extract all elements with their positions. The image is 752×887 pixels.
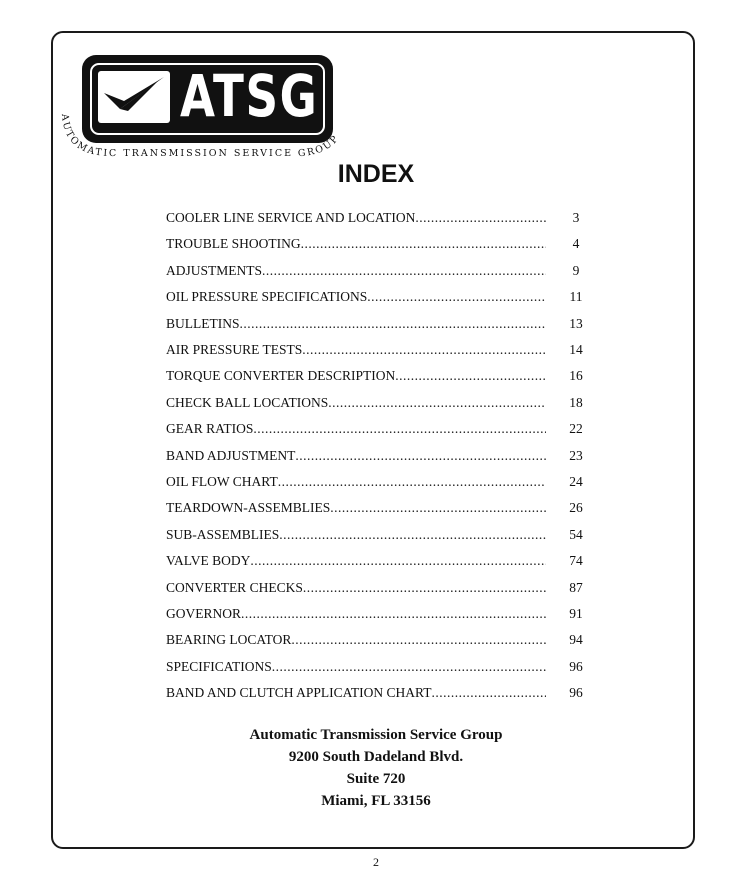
toc-entry: [166, 316, 546, 336]
toc-entry: [166, 448, 546, 468]
toc-leader-dots: [431, 685, 546, 701]
toc-leader-dots: [328, 395, 546, 411]
toc-leader-dots: [395, 368, 546, 384]
toc-entry: [166, 606, 546, 626]
toc-entry-label: AIR PRESSURE TESTS: [166, 342, 303, 357]
toc-entry-page: 4: [572, 236, 580, 252]
toc-entry: [166, 632, 546, 652]
company-address: [0, 724, 752, 812]
toc-leader-dots: [301, 236, 546, 252]
toc-entry: [166, 236, 546, 256]
toc-entry: [166, 368, 546, 388]
toc-entry: [166, 210, 546, 230]
toc-entry-label: TORQUE CONVERTER DESCRIPTION: [166, 368, 396, 384]
toc-entry-label: SPECIFICATIONS: [166, 658, 272, 674]
toc-entry-page: 11: [569, 289, 583, 305]
toc-entry-page: 23: [569, 447, 583, 463]
toc-entry-label: BULLETINS: [166, 315, 240, 331]
toc-entry: [166, 580, 546, 600]
toc-entry-label: GEAR RATIOS: [166, 421, 254, 437]
svg-text:AUTOMATIC TRANSMISSION SERVICE: AUTOMATIC TRANSMISSION SERVICE GROUP: [58, 113, 342, 160]
toc-leader-dots: [330, 500, 546, 516]
toc-entry: [166, 289, 546, 309]
toc-entry-label: GOVERNOR: [166, 606, 242, 621]
toc-entry-label: CONVERTER CHECKS: [166, 579, 303, 595]
logo-wordmark: ATSG: [180, 62, 319, 130]
page-number: 2: [373, 855, 379, 869]
toc-entry: [166, 342, 546, 362]
toc-entry-page: 3: [572, 210, 580, 225]
toc-leader-dots: [295, 448, 546, 464]
toc-leader-dots: [262, 263, 546, 279]
toc-entry-page: 54: [569, 526, 583, 542]
toc-entry-label: VALVE BODY: [166, 553, 251, 569]
toc-entry: [166, 685, 546, 705]
toc-entry: [166, 474, 546, 494]
toc-leader-dots: [291, 632, 546, 648]
toc-leader-dots: [302, 342, 546, 358]
toc-entry-page: 26: [569, 500, 583, 516]
toc-leader-dots: [279, 527, 546, 543]
toc-entry: [166, 263, 546, 283]
address-street: 9200 South Dadeland Blvd.: [288, 749, 464, 765]
toc-entry-page: 91: [569, 606, 583, 621]
toc-leader-dots: [241, 606, 546, 622]
toc-entry-page: 96: [569, 685, 583, 701]
toc-entry: [166, 421, 546, 441]
toc-leader-dots: [272, 659, 546, 675]
page-title: INDEX: [337, 160, 415, 188]
toc-entry-label: SUB-ASSEMBLIES: [166, 526, 280, 542]
toc-entry-label: TROUBLE SHOOTING: [166, 236, 301, 252]
toc-entry-page: 22: [569, 421, 583, 437]
toc-leader-dots: [278, 474, 546, 490]
toc-entry-page: 96: [569, 658, 583, 674]
toc-leader-dots: [367, 289, 546, 305]
toc-entry: [166, 395, 546, 415]
toc-entry-label: OIL PRESSURE SPECIFICATIONS: [166, 289, 368, 305]
toc-entry-page: 13: [569, 315, 583, 331]
toc-entry-page: 24: [569, 474, 583, 489]
toc-entry-label: TEARDOWN-ASSEMBLIES: [166, 500, 331, 516]
toc-entry-page: 9: [572, 262, 580, 278]
toc-leader-dots: [250, 553, 546, 569]
address-suite: Suite 720: [346, 771, 406, 787]
toc-leader-dots: [253, 421, 546, 437]
toc-entry-label: CHECK BALL LOCATIONS: [166, 394, 329, 410]
toc-entry-label: ADJUSTMENTS: [166, 262, 263, 278]
toc-entry-page: 16: [569, 368, 583, 384]
toc-entry-page: 14: [569, 342, 583, 357]
toc-entry-page: 87: [569, 579, 583, 595]
toc-leader-dots: [303, 580, 546, 596]
toc-leader-dots: [415, 210, 546, 226]
toc-entry-label: BAND ADJUSTMENT: [166, 447, 296, 463]
toc-entry-page: 74: [569, 553, 583, 569]
toc-entry: [166, 659, 546, 679]
toc-entry-label: BEARING LOCATOR: [166, 632, 292, 648]
toc-leader-dots: [240, 316, 547, 332]
toc-entry-label: BAND AND CLUTCH APPLICATION CHART: [166, 685, 432, 701]
toc-entry: [166, 553, 546, 573]
address-city: Miami, FL 33156: [321, 793, 431, 809]
toc-entry-label: OIL FLOW CHART: [166, 474, 278, 489]
toc-entry-page: 18: [569, 394, 583, 410]
toc-entry: [166, 527, 546, 547]
toc-entry: [166, 500, 546, 520]
toc-entry-label: COOLER LINE SERVICE AND LOCATION: [166, 210, 416, 225]
toc-entry-page: 94: [569, 632, 583, 648]
address-company-name: Automatic Transmission Service Group: [249, 727, 503, 743]
